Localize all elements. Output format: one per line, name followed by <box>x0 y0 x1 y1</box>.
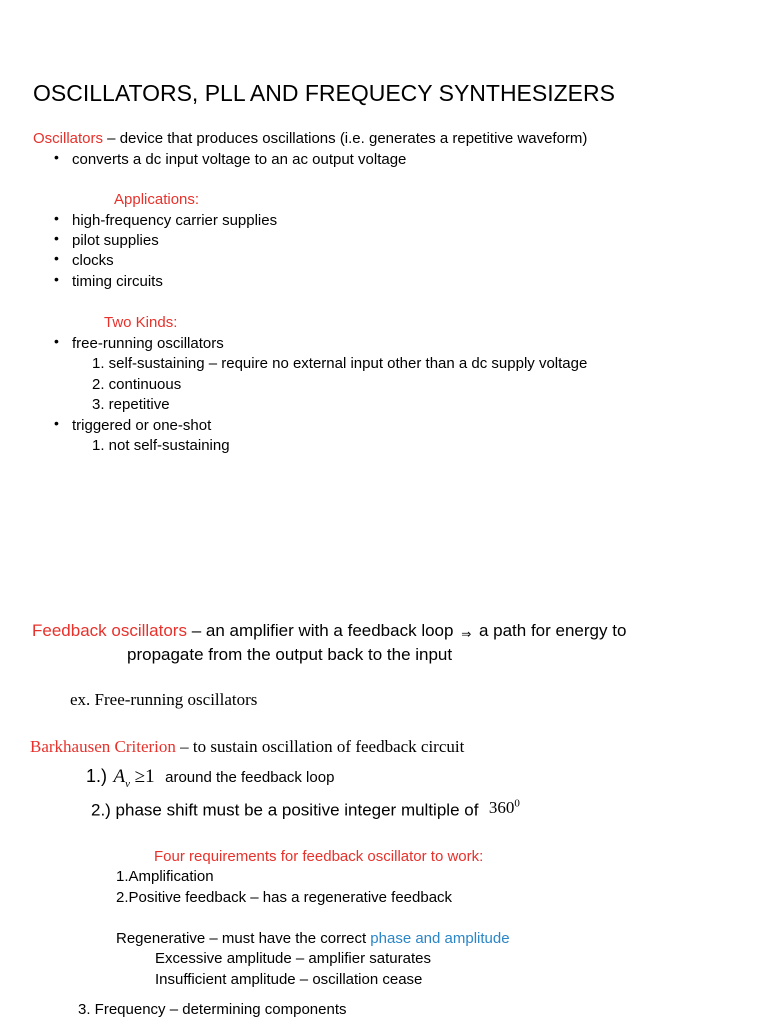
criterion-1-formula <box>113 766 155 790</box>
criterion-2-text: 2.) phase shift must be a positive integer multiple of <box>91 800 479 820</box>
criterion-1-text: around the feedback loop <box>165 769 335 786</box>
bullet-icon: • <box>54 415 59 431</box>
requirements-heading: Four requirements for feedback oscillator to work: <box>154 848 484 865</box>
bullet-icon: • <box>54 230 59 246</box>
feedback-definition <box>32 621 626 641</box>
applications-heading: Applications: <box>114 191 200 208</box>
regenerative-text: Regenerative – must have the correct <box>116 930 371 947</box>
degree-superscript: 0 <box>514 797 520 809</box>
list-item: 2. continuous <box>92 376 182 393</box>
excessive-amplitude: Excessive amplitude – amplifier saturates <box>155 950 431 967</box>
feedback-term: Feedback oscillators <box>32 621 187 640</box>
example-text: ex. Free-running oscillators <box>70 690 258 709</box>
bullet-icon: • <box>54 271 59 287</box>
feedback-def-part2: a path for energy to <box>474 621 627 640</box>
insufficient-amplitude: Insufficient amplitude – oscillation cease <box>155 971 423 988</box>
inequality: ≥1 <box>134 766 155 787</box>
implies-arrow-icon: ⇒ <box>461 627 472 641</box>
bullet-icon: • <box>54 333 59 349</box>
criterion-1 <box>86 766 334 790</box>
bullet-icon: • <box>54 250 59 266</box>
variable-subscript: v <box>125 777 130 790</box>
oscillators-bullet: converts a dc input voltage to an ac output voltage <box>72 151 407 168</box>
regenerative-line <box>116 930 510 947</box>
barkhausen-term: Barkhausen Criterion <box>30 737 176 756</box>
kinds-heading: Two Kinds: <box>104 314 178 331</box>
triggered-item: triggered or one-shot <box>72 417 212 434</box>
requirement-2: 2.Positive feedback – has a regenerative feedback <box>116 889 453 906</box>
amplifier-gain-variable: A <box>113 766 126 787</box>
oscillators-definition <box>33 130 587 147</box>
oscillators-definition-text: – device that produces oscillations (i.e. generates a repetitive waveform) <box>103 130 588 147</box>
list-item: pilot supplies <box>72 232 159 249</box>
page-title: OSCILLATORS, PLL AND FREQUECY SYNTHESIZERS <box>33 80 615 106</box>
bullet-icon: • <box>54 149 59 165</box>
list-item: 1. not self-sustaining <box>92 437 230 454</box>
phase-amplitude-highlight: phase and amplitude <box>370 930 510 947</box>
criterion-1-number: 1.) <box>86 766 108 786</box>
requirement-1: 1.Amplification <box>116 868 214 885</box>
bullet-icon: • <box>54 210 59 226</box>
barkhausen-def-text: – to sustain oscillation of feedback circuit <box>175 737 465 756</box>
free-running-item: free-running oscillators <box>72 335 224 352</box>
oscillators-term: Oscillators <box>33 130 104 147</box>
list-item: 3. repetitive <box>92 396 170 413</box>
criterion-2-value <box>489 798 520 817</box>
list-item: 1. self-sustaining – require no external input other than a dc supply voltage <box>92 355 588 372</box>
feedback-def-part1: – an amplifier with a feedback loop <box>186 621 459 640</box>
list-item: high-frequency carrier supplies <box>72 212 278 229</box>
criterion-2 <box>91 797 520 821</box>
feedback-def-line2: propagate from the output back to the input <box>127 645 453 664</box>
list-item: clocks <box>72 252 114 269</box>
angle-value: 360 <box>488 797 515 817</box>
barkhausen-definition <box>30 737 464 757</box>
requirement-3: 3. Frequency – determining components <box>78 1001 347 1018</box>
list-item: timing circuits <box>72 273 163 290</box>
